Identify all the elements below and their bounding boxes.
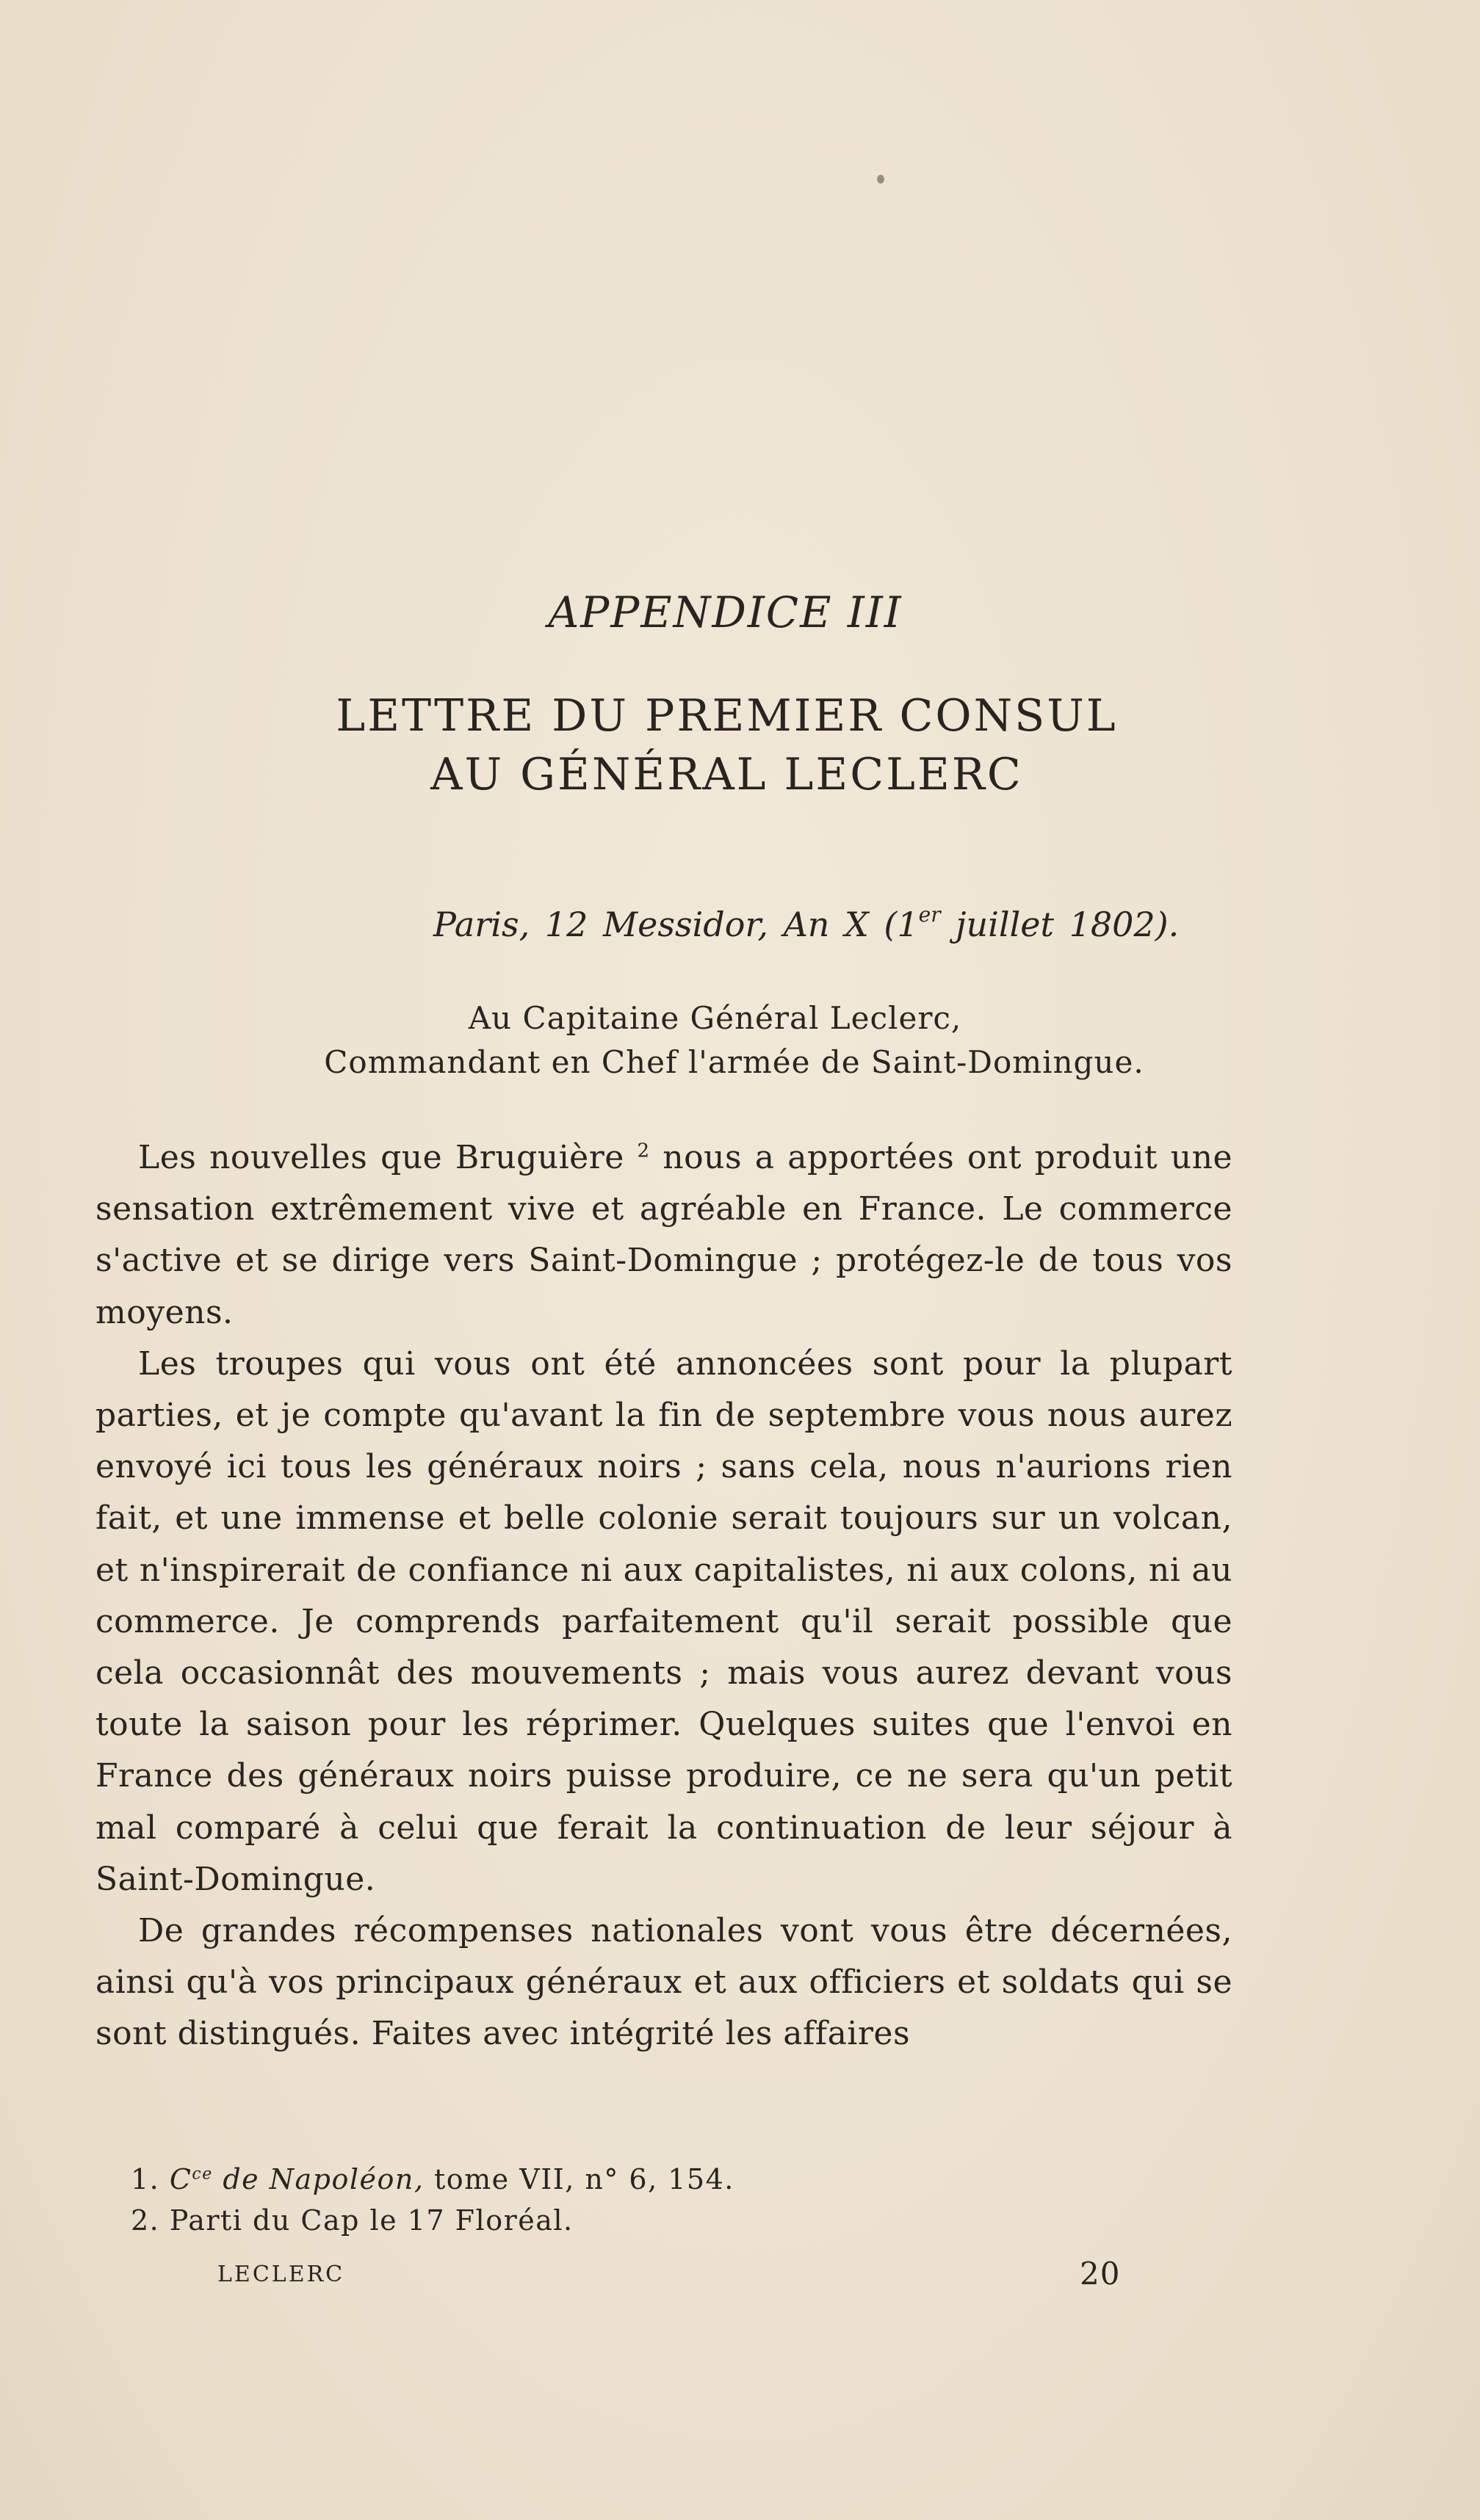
- page-number: 20: [1080, 2256, 1121, 2292]
- dateline: [433, 902, 1180, 944]
- appendix-heading: APPENDICE III: [548, 587, 903, 637]
- paragraph-1-rest: nous a apportées ont produit une sensation extrêmement vive et agréable en France. Le commerce s'active et se dirige vers Saint-Domingue ; protégez-le de tous vos moyens.: [95, 1139, 1232, 1331]
- paragraph-1-start: Les nouvelles que Bruguière: [138, 1139, 624, 1176]
- footnote-1-abbrev: C: [169, 2163, 192, 2195]
- paragraph-3: De grandes récompenses nationales vont vous être décernées, ainsi qu'à vos principaux généraux et aux officiers et soldats qui se sont distingués. Faites avec intégrité les affaires: [95, 1912, 1232, 2053]
- dateline-superscript: er: [918, 902, 941, 927]
- addressee-line-1: Au Capitaine Général Leclerc,: [468, 1000, 962, 1036]
- footnote-1-work: de Napoléon,: [212, 2163, 425, 2195]
- letter-title-line-2: AU GÉNÉRAL LECLERC: [430, 749, 1023, 800]
- addressee-line-2: Commandant en Chef l'armée de Saint-Domingue.: [324, 1044, 1144, 1080]
- footnotes: [131, 2159, 734, 2241]
- signature-mark: LECLERC: [217, 2262, 345, 2287]
- footnote-1: [131, 2159, 734, 2200]
- letter-title-line-1: LETTRE DU PREMIER CONSUL: [336, 690, 1118, 742]
- ink-speck: [877, 175, 884, 184]
- footnote-marker-2: 2: [637, 1140, 650, 1162]
- footnote-1-rest: tome VII, n° 6, 154.: [424, 2163, 734, 2195]
- footnote-1-number: 1.: [131, 2163, 170, 2195]
- paragraph-2: Les troupes qui vous ont été annoncées sont pour la plupart parties, et je compte qu'avant la fin de septembre vous nous aurez envoyé ici tous les généraux noirs ; sans cela, nous n'aurions rien fait, et une immense et belle colonie serait toujours sur un volcan, et n'inspirerait de confiance ni aux capitalistes, ni aux colons, ni au commerce. Je comprends parfaitement qu'il serait possible que cela occasionnât des mouvements ; mais vous aurez devant vous toute la saison pour les réprimer. Quelques suites que l'envoi en France des généraux noirs puisse produire, ce ne sera qu'un petit mal comparé à celui que ferait la continuation de leur séjour à Saint-Domingue.: [95, 1344, 1232, 1898]
- footnote-1-abbrev-sup: ce: [192, 2165, 213, 2184]
- dateline-prefix: Paris, 12 Messidor, An X (1: [433, 905, 919, 944]
- dateline-suffix: juillet 1802).: [940, 905, 1180, 944]
- letter-body: [95, 1132, 1232, 2060]
- paragraph-1: [95, 1132, 1232, 1339]
- footnote-2: 2. Parti du Cap le 17 Floréal.: [131, 2204, 574, 2237]
